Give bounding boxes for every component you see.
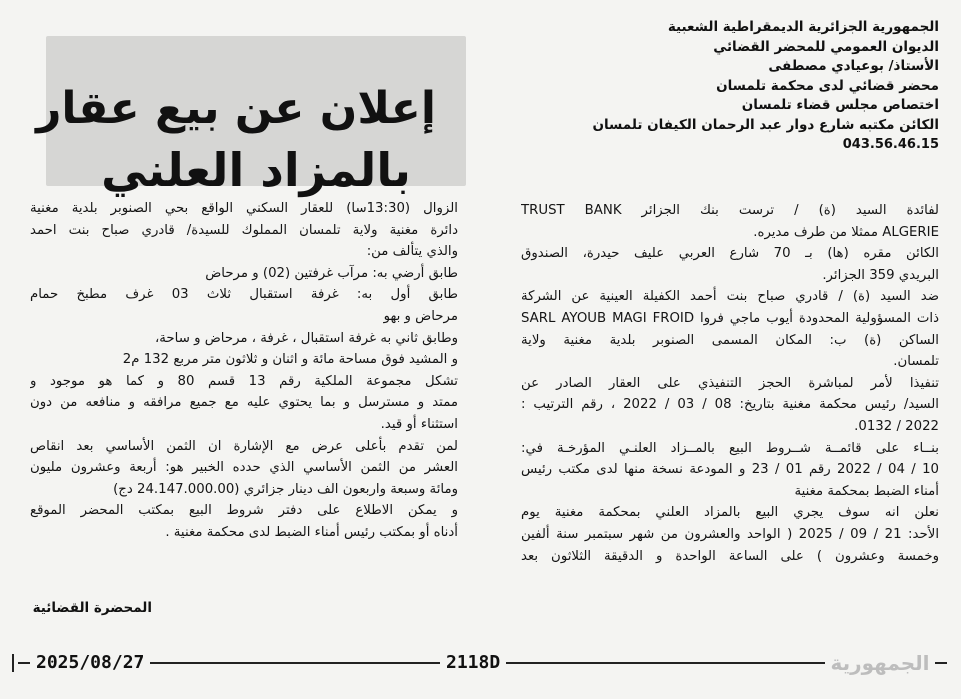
text-line: أمناء الضبط بمحكمة مغنية	[794, 483, 939, 499]
signature: المحضرة القضائية	[32, 600, 152, 616]
letterhead-line: محضر قضائي لدى محكمة تلمسان	[716, 77, 939, 94]
letterhead-line: اختصاص مجلس قضاء تلمسان	[741, 97, 939, 113]
text-line: الساكن (ة) ب: المكان المسمى الصنوبر بلدية مغنية ولاية	[521, 332, 939, 348]
text-line: دائرة مغنية ولاية تلمسان المملوك للسيدة/ قادري صباح بنت احمد	[30, 222, 458, 238]
announcement-title-line2: بالمزاد العلني	[101, 143, 411, 197]
text-line: الكائن مقره (ها) بـ 70 شارع العربي عليف حيدرة، الصندوق	[521, 246, 939, 262]
body-column-right	[521, 200, 939, 567]
letterhead-line: الديوان العمومي للمحضر القضائي	[713, 38, 939, 55]
newspaper-logo-text: الجمهورية	[830, 651, 930, 675]
text-line: والذي يتألف من:	[366, 244, 458, 260]
letterhead-line: الجمهورية الجزائرية الديمقراطية الشعبية	[667, 19, 939, 35]
text-line: استثناء أو قيد.	[380, 416, 458, 432]
text-line: ومائة وسبعة واربعون الف دينار جزائري (24.147.000.00 دج)	[113, 481, 458, 497]
text-line: وخمسة وعشرون ) على الساعة الواحدة و الدقيقة الثلاثون بعد	[521, 548, 939, 564]
text-line: بنــاء على قائمــة شــروط البيع بالمــزاد العلنـي المؤرخـة في:	[521, 440, 939, 456]
letterhead-phone: 043.56.46.15	[842, 137, 939, 152]
text-line: ALGERIE ممثلا من طرف مديره.	[753, 224, 939, 240]
text-line: العشر من الثمن الأساسي الذي حدده الخبير هو: أربعة وعشرون مليون	[30, 460, 458, 476]
text-line: لمن تقدم بأعلى عرض مع الإشارة ان الثمن الأساسي بعد انقاص	[30, 438, 458, 454]
text-line: تنفيذا لأمر لمباشرة الحجز التنفيذي على العقار الصادر عن	[521, 375, 939, 391]
text-line: تشكل مجموعة الملكية رقم 13 قسم 80 و كما هو موجود و	[30, 373, 458, 389]
text-line: ممتد و مسترسل و بما يحتوي عليه مع جميع مرافقه و منافعه من دون	[30, 395, 458, 411]
text-line: السيد/ رئيس محكمة مغنية بتاريخ: 08 / 03 / 2022 ، رقم الترتيب :	[521, 397, 939, 413]
text-line: تلمسان.	[893, 354, 939, 370]
footer-date: 2025/08/27	[30, 652, 150, 673]
text-line: البريدي 359 الجزائر.	[822, 267, 939, 283]
text-line: 2022 / 0132.	[854, 418, 939, 434]
text-line: طابق أرضي به: مرآب غرفتين (02) و مرحاض	[205, 265, 458, 281]
text-line: أدناه أو بمكتب رئيس أمناء الضبط لدى محكمة مغنية .	[165, 524, 458, 540]
text-line: طابق أول به: غرفة استقبال ثلاث 03 غرف مطبخ حمام	[30, 287, 458, 303]
text-line: الزوال (13:30سا) للعقار السكني الواقع بحي الصنوبر بلدية مغنية	[30, 201, 458, 216]
footer-tick	[12, 654, 14, 672]
text-line: مرحاض و بهو	[383, 308, 458, 324]
announcement-title-box	[36, 36, 466, 197]
footer-issue-number: 2118D	[440, 652, 506, 673]
letterhead-line: الأستاذ/ بوعيادي مصطفى	[768, 58, 939, 74]
announcement-title-line1: إعلان عن بيع عقار	[36, 83, 436, 134]
text-line: ضد السيد (ة) / قادري صباح بنت أحمد الكفيلة العينية عن الشركة	[521, 289, 939, 305]
text-line: لفائدة السيد (ة) / ترست بنك الجزائر TRUST BANK	[521, 203, 939, 218]
bailiff-letterhead	[589, 18, 939, 155]
newspaper-logo	[825, 648, 935, 678]
text-line: ذات المسؤولية المحدودة أيوب ماجي فروا SARL AYOUB MAGI FROID	[521, 310, 939, 326]
text-line: الأحد: 21 / 09 / 2025 ( الواحد والعشرون من شهر سبتمبر سنة ألفين	[521, 526, 939, 542]
text-line: و المشيد فوق مساحة مائة و اثنان و ثلاثون متر مربع 132 م2	[122, 352, 458, 368]
text-line: و يمكن الاطلاع على دفتر شروط البيع بمكتب المحضر الموقع	[30, 503, 458, 519]
text-line: نعلن انه سوف يجري البيع بالمزاد العلني بمحكمة مغنية يوم	[521, 505, 939, 521]
text-line: 10 / 04 / 2022 رقم 01 / 23 و المودعة نسخة منها لدى مكتب رئيس	[521, 462, 939, 478]
letterhead-line: الكائن مكتبه شارع دوار عبد الرحمان الكيفان تلمسان	[592, 116, 939, 133]
body-column-left	[30, 198, 458, 544]
text-line: وطابق ثاني به غرفة استقبال ، غرفة ، مرحاض و ساحة،	[155, 330, 458, 346]
